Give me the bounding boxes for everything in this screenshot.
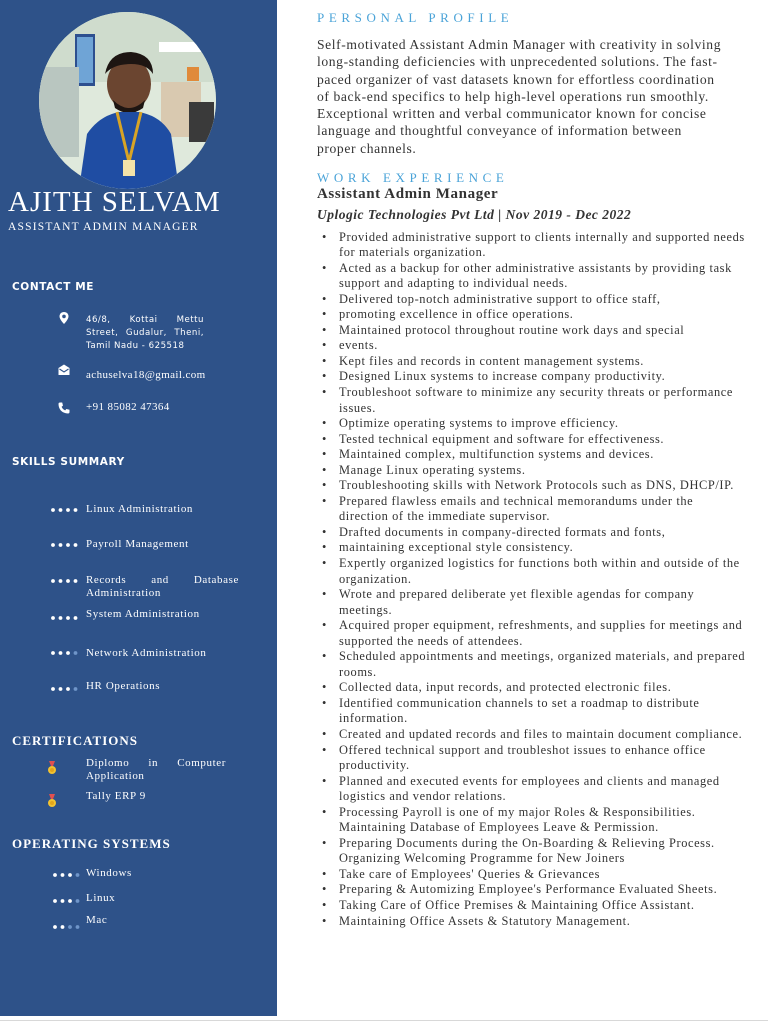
phone-icon — [57, 401, 71, 415]
experience-bullet: • Collected data, input records, and protected electronic files. — [322, 680, 746, 696]
envelope-icon — [57, 363, 71, 377]
experience-bullet: • Acted as a backup for other administrative assistants by providing task support and adapting to individual needs. — [322, 261, 746, 292]
experience-bullet: • Offered technical support and troubleshot issues to enhance office productivity. — [322, 743, 746, 774]
level-dot-filled — [59, 579, 63, 583]
level-dot-filled — [51, 508, 55, 512]
experience-bullet: • Wrote and prepared deliberate yet flexible agendas for company meetings. — [322, 587, 746, 618]
certifications-heading: CERTIFICATIONS — [12, 733, 138, 748]
level-dot-empty — [74, 687, 78, 691]
location-pin-icon — [57, 311, 71, 325]
level-dot-filled — [66, 687, 70, 691]
skills-heading: SKILLS SUMMARY — [12, 456, 125, 468]
profile-heading: PERSONAL PROFILE — [317, 10, 514, 25]
certification-item: Diplomo in Computer Application — [86, 757, 226, 782]
os-item: Linux — [86, 892, 116, 904]
level-dot-filled — [66, 508, 70, 512]
experience-bullet: • Preparing Documents during the On-Boarding & Relieving Process. Organizing Welcoming Programme for New Joiners — [322, 836, 746, 867]
level-dot-filled — [61, 873, 65, 877]
experience-bullet: • Take care of Employees' Queries & Grievances — [322, 867, 746, 883]
level-dot-filled — [51, 687, 55, 691]
experience-bullet: • Prepared flawless emails and technical memorandums under the direction of the immediate supervisor. — [322, 494, 746, 525]
level-dot-filled — [68, 873, 72, 877]
candidate-role: ASSISTANT ADMIN MANAGER — [8, 221, 199, 233]
experience-bullet: • Created and updated records and files to maintain document compliance. — [322, 727, 746, 743]
level-dot-filled — [51, 616, 55, 620]
sidebar — [0, 0, 277, 1016]
level-dot-filled — [74, 508, 78, 512]
experience-bullet: • events. — [322, 338, 746, 354]
skill-level-dots — [50, 507, 80, 513]
experience-bullet: • Troubleshooting skills with Network Protocols such as DNS, DHCP/IP. — [322, 478, 746, 494]
level-dot-filled — [61, 899, 65, 903]
experience-bullet: • Maintaining Office Assets & Statutory Management. — [322, 914, 746, 930]
skill-item: HR Operations — [86, 680, 161, 692]
medal-icon — [46, 761, 58, 775]
skill-item: Linux Administration — [86, 503, 194, 515]
experience-bullet: • Expertly organized logistics for functions both within and outside of the organization. — [322, 556, 746, 587]
experience-bullet: • Drafted documents in company-directed formats and fonts, — [322, 525, 746, 541]
level-dot-filled — [74, 543, 78, 547]
profile-photo — [39, 12, 216, 189]
experience-bullet: • Designed Linux systems to increase company productivity. — [322, 369, 746, 385]
experience-bullet: • Identified communication channels to set a roadmap to distribute information. — [322, 696, 746, 727]
certification-item: Tally ERP 9 — [86, 790, 146, 802]
level-dot-filled — [51, 651, 55, 655]
medal-icon — [46, 794, 58, 808]
level-dot-filled — [74, 579, 78, 583]
level-dot-filled — [68, 899, 72, 903]
contact-phone[interactable]: +91 85082 47364 — [86, 401, 170, 413]
level-dot-empty — [76, 899, 80, 903]
os-level-dots — [52, 872, 82, 878]
job-title: Assistant Admin Manager — [317, 186, 499, 202]
level-dot-filled — [51, 579, 55, 583]
experience-bullet: • Manage Linux operating systems. — [322, 463, 746, 479]
contact-address: 46/8, Kottai Mettu Street, Gudalur, Theni, Tamil Nadu - 625518 — [86, 315, 204, 351]
experience-bullet: • Optimize operating systems to improve efficiency. — [322, 416, 746, 432]
level-dot-empty — [68, 925, 72, 929]
level-dot-filled — [59, 616, 63, 620]
level-dot-filled — [59, 543, 63, 547]
level-dot-empty — [76, 925, 80, 929]
level-dot-filled — [53, 899, 57, 903]
skill-level-dots — [50, 578, 80, 584]
os-item: Windows — [86, 867, 132, 879]
level-dot-filled — [59, 651, 63, 655]
level-dot-filled — [53, 925, 57, 929]
skill-item: Records and Database Administration — [86, 574, 239, 599]
level-dot-empty — [74, 651, 78, 655]
os-item: Mac — [86, 914, 108, 926]
skill-item: Payroll Management — [86, 538, 189, 550]
level-dot-filled — [66, 651, 70, 655]
skill-level-dots — [50, 686, 80, 692]
skill-level-dots — [50, 650, 80, 656]
profile-summary: Self-motivated Assistant Admin Manager with creativity in solving long-standing deficiencies with unprecedented solutions. The fast-paced organizer of vast datasets known for effortless coordination of back-end specifics to help high-level operations run smoothly. Exceptional written and verbal communicator known for concise language and thoughtful conveyance of information between proper channels. — [317, 37, 722, 156]
experience-bullet: • Planned and executed events for employees and clients and managed logistics and vendor relations. — [322, 774, 746, 805]
experience-bullet: • Acquired proper equipment, refreshments, and supplies for meetings and supported the needs of attendees. — [322, 618, 746, 649]
experience-bullet: • promoting excellence in office operations. — [322, 307, 746, 323]
experience-bullet: • maintaining exceptional style consistency. — [322, 540, 746, 556]
experience-bullet: • Preparing & Automizing Employee's Performance Evaluated Sheets. — [322, 882, 746, 898]
experience-bullet: • Maintained protocol throughout routine work days and special — [322, 323, 746, 339]
level-dot-filled — [53, 873, 57, 877]
page-bottom-rule — [0, 1020, 768, 1021]
os-level-dots — [52, 924, 82, 930]
level-dot-empty — [76, 873, 80, 877]
level-dot-filled — [66, 543, 70, 547]
level-dot-filled — [66, 579, 70, 583]
skill-item: Network Administration — [86, 647, 207, 659]
experience-bullet: • Scheduled appointments and meetings, organized materials, and prepared rooms. — [322, 649, 746, 680]
level-dot-filled — [51, 543, 55, 547]
level-dot-filled — [74, 616, 78, 620]
profile-photo-illustration — [39, 12, 216, 189]
level-dot-filled — [59, 508, 63, 512]
experience-bullet: • Troubleshoot software to minimize any security threats or performance issues. — [322, 385, 746, 416]
contact-email[interactable]: achuselva18@gmail.com — [86, 369, 206, 381]
level-dot-filled — [59, 687, 63, 691]
experience-bullet: • Delivered top-notch administrative support to office staff, — [322, 292, 746, 308]
level-dot-filled — [61, 925, 65, 929]
contact-heading: CONTACT ME — [12, 281, 95, 293]
skill-item: System Administration — [86, 608, 200, 620]
experience-bullet: • Provided administrative support to clients internally and supported needs for materials organization. — [322, 230, 746, 261]
skill-level-dots — [50, 542, 80, 548]
experience-bullets — [322, 230, 746, 930]
experience-bullet: • Maintained complex, multifunction systems and devices. — [322, 447, 746, 463]
experience-bullet: • Tested technical equipment and software for effectiveness. — [322, 432, 746, 448]
job-company-dates: Uplogic Technologies Pvt Ltd | Nov 2019 - Dec 2022 — [317, 207, 632, 222]
os-level-dots — [52, 898, 82, 904]
experience-bullet: • Processing Payroll is one of my major Roles & Responsibilities. Maintaining Database of Employees Leave & Permission. — [322, 805, 746, 836]
experience-heading: WORK EXPERIENCE — [317, 170, 509, 185]
experience-bullet: • Kept files and records in content management systems. — [322, 354, 746, 370]
operating-systems-heading: OPERATING SYSTEMS — [12, 836, 171, 851]
experience-bullet: • Taking Care of Office Premises & Maintaining Office Assistant. — [322, 898, 746, 914]
candidate-name: AJITH SELVAM — [8, 186, 221, 218]
skill-level-dots — [50, 615, 80, 621]
level-dot-filled — [66, 616, 70, 620]
